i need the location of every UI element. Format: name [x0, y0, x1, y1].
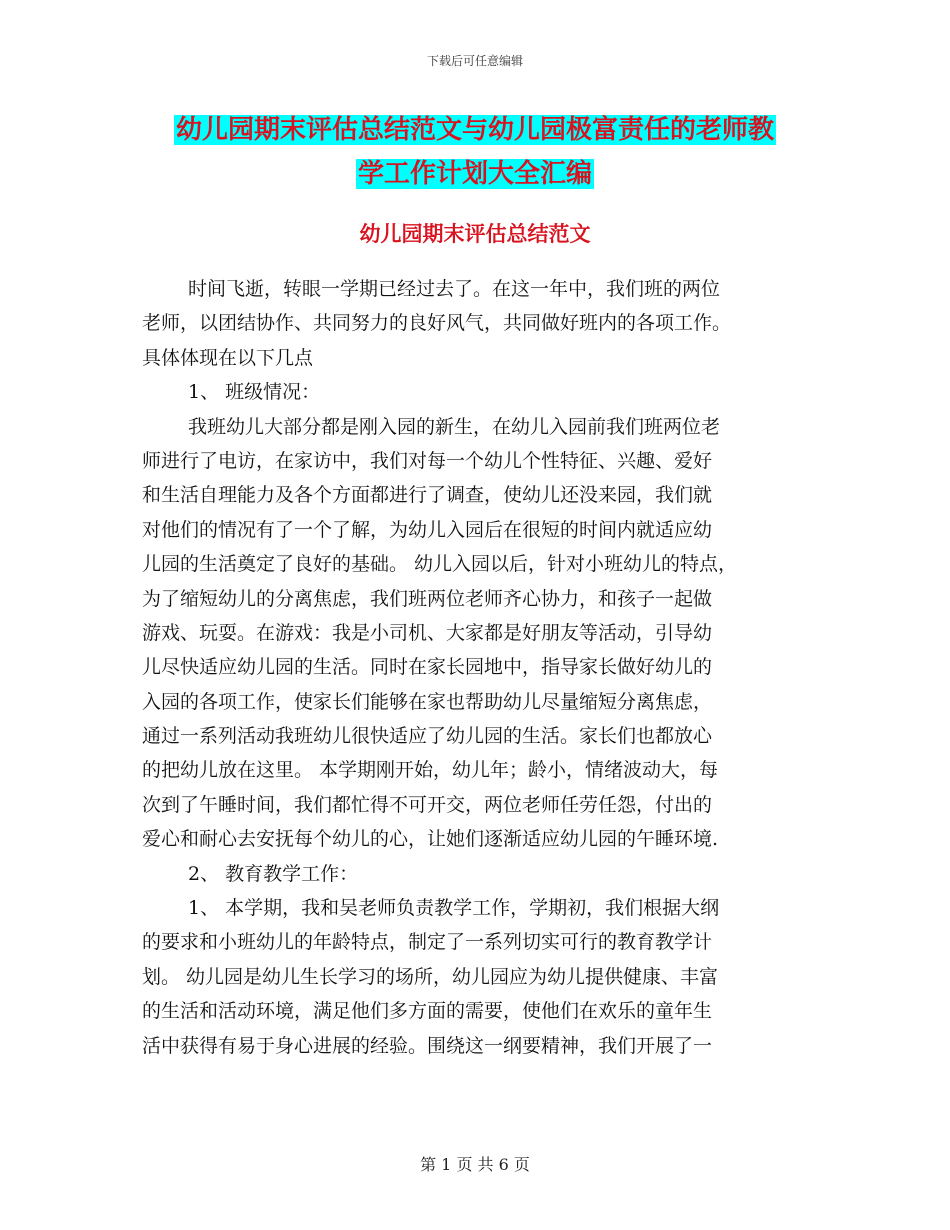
paragraph-line: 的要求和小班幼儿的年龄特点，制定了一系列切实可行的教育教学计 [142, 931, 713, 954]
paragraph-line: 时间飞逝，转眼一学期已经过去了。在这一年中，我们班的两位 [188, 278, 721, 300]
page-number-footer: 第 1 页 共 6 页 [420, 1155, 530, 1174]
paragraph-line: 的生活和活动环境，满足他们多方面的需要，使他们在欢乐的童年生 [142, 1000, 713, 1023]
paragraph-line: 入园的各项工作，使家长们能够在家也帮助幼儿尽量缩短分离焦虑， [142, 690, 713, 713]
paragraph-line: 儿尽快适应幼儿园的生活。同时在家长园地中，指导家长做好幼儿的 [142, 656, 713, 679]
paragraph-line: 次到了午睡时间，我们都忙得不可开交，两位老师任劳任怨，付出的 [142, 793, 713, 816]
section-title: 幼儿园期末评估总结范文 [359, 222, 591, 246]
paragraph-line: 游戏、玩耍。在游戏：我是小司机、大家都是好朋友等活动，引导幼 [142, 621, 713, 644]
paragraph-line: 爱心和耐心去安抚每个幼儿的心，让她们逐渐适应幼儿园的午睡环境. [142, 828, 719, 851]
paragraph-line: 的把幼儿放在这里。 本学期刚开始，幼儿年；龄小，情绪波动大，每 [142, 759, 719, 782]
document-title-line-1 [0, 112, 950, 148]
paragraph-line: 通过一系列活动我班幼儿很快适应了幼儿园的生活。家长们也都放心 [142, 725, 713, 748]
paragraph-line: 和生活自理能力及各个方面都进行了调查，使幼儿还没来园，我们就 [142, 484, 713, 507]
paragraph-line: 对他们的情况有了一个了解，为幼儿入园后在很短的时间内就适应幼 [142, 518, 713, 541]
paragraph-line: 老师，以团结协作、共同努力的良好风气，共同做好班内的各项工作。 [142, 312, 732, 335]
list-heading: 1、 班级情况： [188, 381, 321, 404]
paragraph-line: 为了缩短幼儿的分离焦虑，我们班两位老师齐心协力，和孩子一起做 [142, 587, 713, 610]
paragraph-line: 我班幼儿大部分都是刚入园的新生，在幼儿入园前我们班两位老 [188, 415, 721, 438]
list-heading: 2、 教育教学工作： [188, 862, 359, 885]
document-title-line-2 [0, 156, 950, 192]
paragraph-line: 划。 幼儿园是幼儿生长学习的场所，幼儿园应为幼儿提供健康、丰富 [142, 965, 719, 988]
paragraph-line: 具体体现在以下几点 [142, 346, 314, 369]
paragraph-line: 儿园的生活奠定了良好的基础。 幼儿入园以后，针对小班幼儿的特点， [142, 553, 738, 576]
paragraph-line: 1、 本学期，我和吴老师负责教学工作，学期初，我们根据大纲 [188, 897, 720, 920]
body-text [142, 272, 822, 1063]
header-note: 下载后可任意编辑 [426, 54, 523, 68]
paragraph-line: 活中获得有易于身心进展的经验。围绕这一纲要精神，我们开展了一 [142, 1034, 713, 1057]
document-title-line-1-text: 幼儿园期末评估总结范文与幼儿园极富责任的老师教 [175, 115, 774, 145]
document-title-line-2-text: 学工作计划大全汇编 [357, 159, 592, 189]
paragraph-line: 师进行了电访，在家访中，我们对每一个幼儿个性特征、兴趣、爱好 [142, 449, 713, 472]
